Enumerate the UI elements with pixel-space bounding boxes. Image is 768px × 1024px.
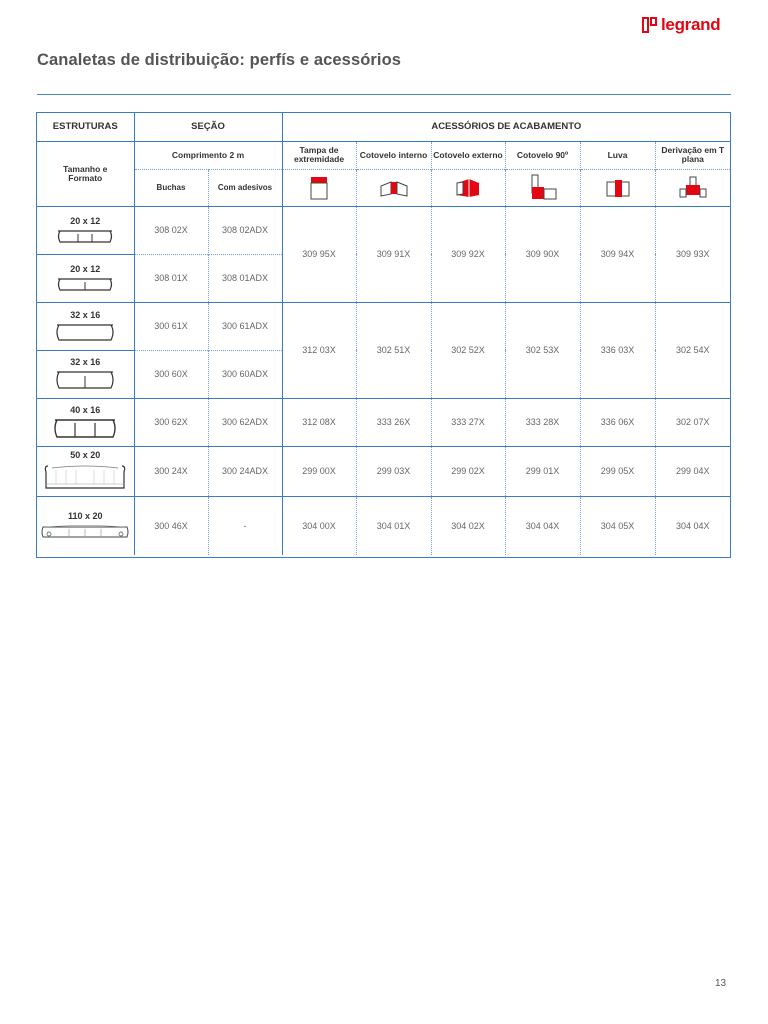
flat-elbow-icon <box>528 173 558 203</box>
buchas-cell: 300 61X <box>134 302 208 350</box>
acc-cell: 304 00X <box>282 496 356 555</box>
header-acc-2: Cotovelo interno <box>356 141 431 169</box>
buchas-cell: 300 46X <box>134 496 208 555</box>
page-title: Canaletas de distribuição: perfís e acessórios <box>37 51 402 69</box>
flat-tee-icon <box>678 175 708 201</box>
acc-cell: 309 94X <box>580 206 655 302</box>
acc-cell: 312 03X <box>282 302 356 398</box>
profile-20x12-icon <box>54 228 116 244</box>
flat-tee-cell <box>655 169 730 206</box>
internal-elbow-cell <box>356 169 431 206</box>
flat-elbow-cell <box>505 169 580 206</box>
acc-cell: 333 26X <box>356 398 431 446</box>
acc-cell: 302 07X <box>655 398 730 446</box>
acc-cell: 304 05X <box>580 496 655 555</box>
size-label: 32 x 16 <box>70 310 101 320</box>
size-cell <box>37 496 134 555</box>
acc-cell: 309 90X <box>505 206 580 302</box>
end-cap-icon <box>308 175 330 201</box>
size-label: 110 x 20 <box>67 510 103 521</box>
adesivo-cell: 300 24ADX <box>208 446 282 496</box>
acc-cell: 299 04X <box>655 446 730 496</box>
internal-elbow-icon <box>379 178 409 198</box>
buchas-cell: 300 60X <box>134 350 208 398</box>
header-buchas: Buchas <box>134 169 208 206</box>
header-tamanho-formato: Tamanho e Formato <box>37 141 134 206</box>
header-acc-4: Cotovelo 90º <box>505 141 580 169</box>
header-secao: SEÇÃO <box>134 113 282 141</box>
profile-50x20-icon <box>42 462 128 492</box>
acc-cell: 299 05X <box>580 446 655 496</box>
adesivo-cell: - <box>208 496 282 555</box>
profile-110x20-icon <box>39 523 131 541</box>
external-elbow-icon <box>455 177 481 199</box>
acc-cell: 304 04X <box>655 496 730 555</box>
acc-cell: 299 00X <box>282 446 356 496</box>
acc-cell: 304 02X <box>431 496 505 555</box>
buchas-cell: 300 24X <box>134 446 208 496</box>
size-label: 50 x 20 <box>70 450 101 460</box>
buchas-cell: 300 62X <box>134 398 208 446</box>
profile-20x12-icon <box>54 276 116 292</box>
size-cell <box>37 206 134 254</box>
title-divider <box>37 94 731 95</box>
buchas-cell: 308 01X <box>134 254 208 302</box>
acc-cell: 309 95X <box>282 206 356 302</box>
end-cap-cell <box>282 169 356 206</box>
external-elbow-cell <box>431 169 505 206</box>
acc-cell: 309 92X <box>431 206 505 302</box>
legrand-logo <box>642 14 734 36</box>
size-cell <box>37 446 134 496</box>
joint-cover-cell <box>580 169 655 206</box>
brand-name: legrand <box>661 15 721 34</box>
header-acc-3: Cotovelo externo <box>431 141 505 169</box>
size-cell <box>37 350 134 398</box>
size-label: 20 x 12 <box>70 264 101 274</box>
header-comprimento: Comprimento 2 m <box>134 141 282 169</box>
acc-cell: 312 08X <box>282 398 356 446</box>
acc-cell: 309 91X <box>356 206 431 302</box>
buchas-cell: 308 02X <box>134 206 208 254</box>
acc-cell: 302 52X <box>431 302 505 398</box>
acc-cell: 302 53X <box>505 302 580 398</box>
acc-cell: 333 28X <box>505 398 580 446</box>
acc-cell: 304 01X <box>356 496 431 555</box>
acc-cell: 299 02X <box>431 446 505 496</box>
size-cell <box>37 302 134 350</box>
size-label: 32 x 16 <box>70 357 101 367</box>
profile-32x16-icon <box>53 322 117 342</box>
adesivo-cell: 308 02ADX <box>208 206 282 254</box>
acc-cell: 299 03X <box>356 446 431 496</box>
page-number: 13 <box>715 978 727 989</box>
adesivo-cell: 300 62ADX <box>208 398 282 446</box>
adesivo-cell: 300 61ADX <box>208 302 282 350</box>
acc-cell: 336 06X <box>580 398 655 446</box>
acc-cell: 299 01X <box>505 446 580 496</box>
joint-cover-icon <box>604 177 632 199</box>
acc-cell: 304 04X <box>505 496 580 555</box>
header-estruturas: ESTRUTURAS <box>52 121 118 133</box>
profile-32x16-icon <box>53 369 117 391</box>
adesivo-cell: 308 01ADX <box>208 254 282 302</box>
acc-cell: 302 51X <box>356 302 431 398</box>
acc-cell: 336 03X <box>580 302 655 398</box>
header-acessorios: ACESSÓRIOS DE ACABAMENTO <box>282 113 730 141</box>
adesivo-cell: 300 60ADX <box>208 350 282 398</box>
acc-cell: 309 93X <box>655 206 730 302</box>
legrand-mark-icon <box>642 16 658 34</box>
header-acc-1: Tampa de extremidade <box>282 141 356 169</box>
acc-cell: 333 27X <box>431 398 505 446</box>
size-cell <box>37 254 134 302</box>
size-label: 20 x 12 <box>70 216 101 226</box>
profile-40x16-icon <box>51 417 119 439</box>
product-table <box>36 112 731 558</box>
acc-cell: 302 54X <box>655 302 730 398</box>
size-label: 40 x 16 <box>70 405 101 415</box>
size-cell <box>37 398 134 446</box>
header-acc-6: Derivação em T plana <box>655 141 730 169</box>
header-com-adesivos: Com adesivos <box>208 169 282 206</box>
header-acc-5: Luva <box>580 141 655 169</box>
